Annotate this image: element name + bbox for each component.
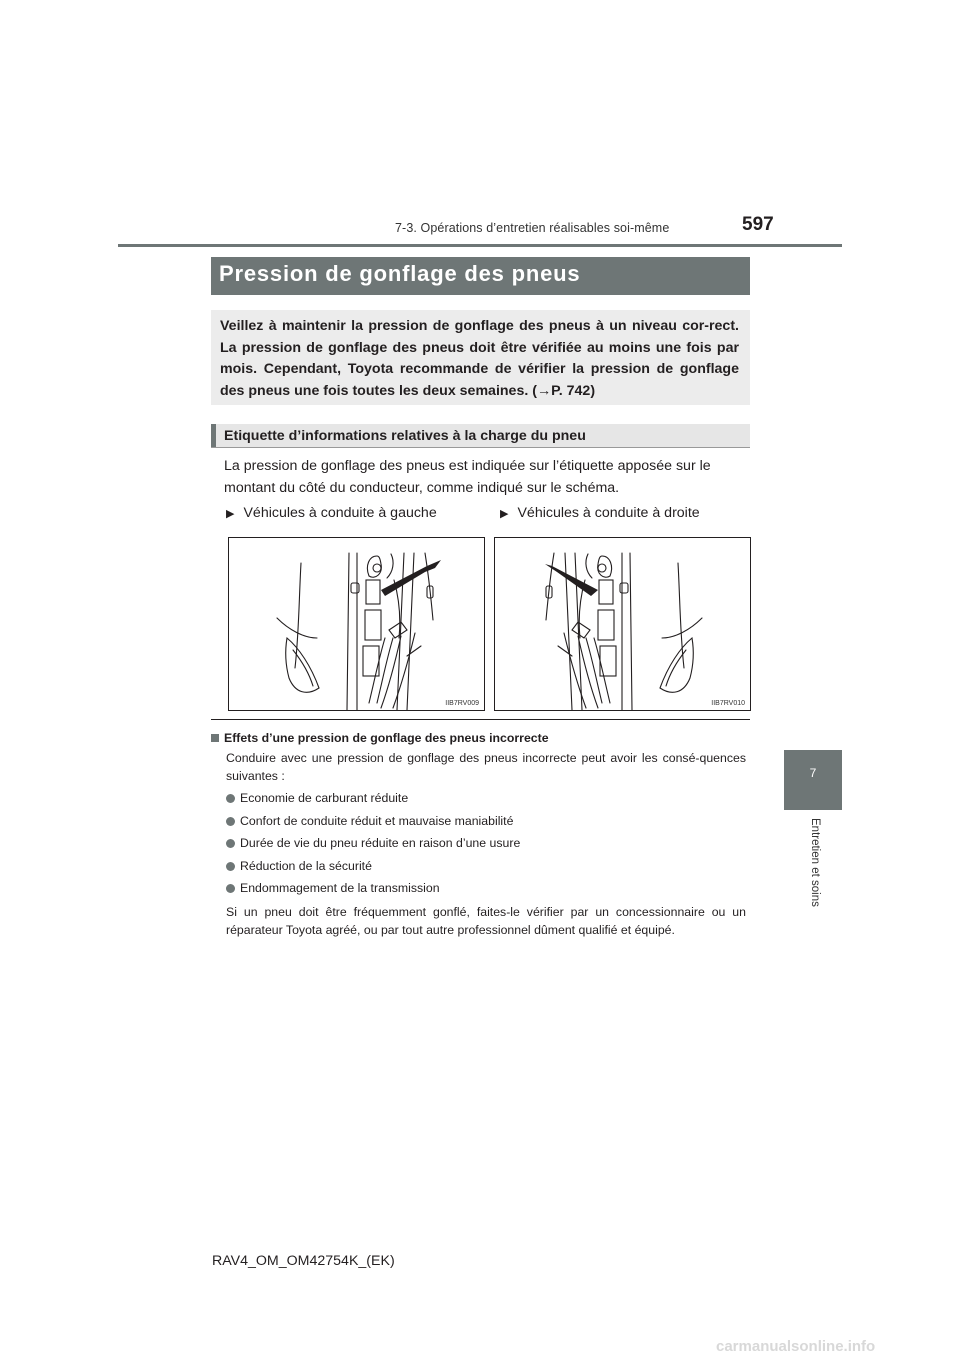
figure-right-hand-drive — [494, 537, 751, 711]
list-item-text: Economie de carburant réduite — [240, 791, 409, 805]
sub-heading: Etiquette d’informations relatives à la charge du pneu — [224, 428, 586, 444]
watermark: carmanualsonline.info — [716, 1338, 876, 1355]
variant-right-hand-drive — [500, 505, 700, 521]
circle-bullet-icon — [226, 884, 235, 893]
effects-heading-text: Effets d’une pression de gonflage des pneus incorrecte — [224, 731, 549, 745]
square-bullet-icon — [211, 734, 219, 742]
section-title: 7-3. Opérations d’entretien réalisables soi-même — [395, 221, 670, 235]
list-item-text: Durée de vie du pneu réduite en raison d’une usure — [240, 836, 521, 850]
closing-note: Si un pneu doit être fréquemment gonflé, faites-le vérifier par un concessionnaire ou un réparateur Toyota agréé, ou par tout autre professionnel dûment qualifié et équipé. — [226, 905, 746, 937]
intro-text: Veillez à maintenir la pression de gonflage des pneus à un niveau cor-rect. La pression de gonflage des pneus doit être vérifiée au moins une fois par mois. Cependant, Toyota recommande de vérifier la pression de gonflage des pneus une fois toutes les deux semaines. (→P. 742) — [220, 318, 739, 399]
document-code: RAV4_OM_OM42754K_(EK) — [212, 1253, 395, 1269]
effects-intro: Conduire avec une pression de gonflage des pneus incorrecte peut avoir les consé-quences suivantes : — [226, 751, 746, 783]
door-pillar-illustration — [495, 538, 750, 710]
figure-code-right: IIB7RV010 — [711, 700, 745, 707]
effects-heading — [211, 731, 549, 745]
list-item-text: Endommagement de la transmission — [240, 881, 440, 895]
variant-left-label: Véhicules à conduite à gauche — [243, 505, 437, 521]
page-number: 597 — [742, 214, 774, 235]
list-item — [226, 881, 440, 895]
door-pillar-illustration — [229, 538, 484, 710]
circle-bullet-icon — [226, 794, 235, 803]
figure-code-left: IIB7RV009 — [445, 700, 479, 707]
chapter-tab — [784, 750, 842, 810]
chapter-number: 7 — [809, 766, 817, 780]
variant-right-label: Véhicules à conduite à droite — [517, 505, 700, 521]
list-item — [226, 859, 372, 873]
list-item — [226, 836, 520, 850]
list-item-text: Réduction de la sécurité — [240, 859, 372, 873]
figure-divider — [211, 719, 750, 720]
circle-bullet-icon — [226, 817, 235, 826]
sub-heading-rule — [211, 447, 750, 448]
list-item-text: Confort de conduite réduit et mauvaise maniabilité — [240, 814, 514, 828]
circle-bullet-icon — [226, 839, 235, 848]
sub-heading-accent — [211, 424, 216, 448]
triangle-right-icon: ▶ — [500, 508, 509, 520]
circle-bullet-icon — [226, 862, 235, 871]
figure-left-hand-drive — [228, 537, 485, 711]
triangle-right-icon: ▶ — [226, 508, 235, 520]
label-paragraph: La pression de gonflage des pneus est indiquée sur l’étiquette apposée sur le montant du côté du conducteur, comme indiqué sur le schéma. — [224, 458, 711, 496]
header-rule — [118, 244, 842, 247]
list-item — [226, 791, 408, 805]
variant-left-hand-drive — [226, 505, 437, 521]
list-item — [226, 814, 513, 828]
page-title: Pression de gonflage des pneus — [219, 261, 581, 286]
chapter-label: Entretien et soins — [809, 818, 821, 907]
